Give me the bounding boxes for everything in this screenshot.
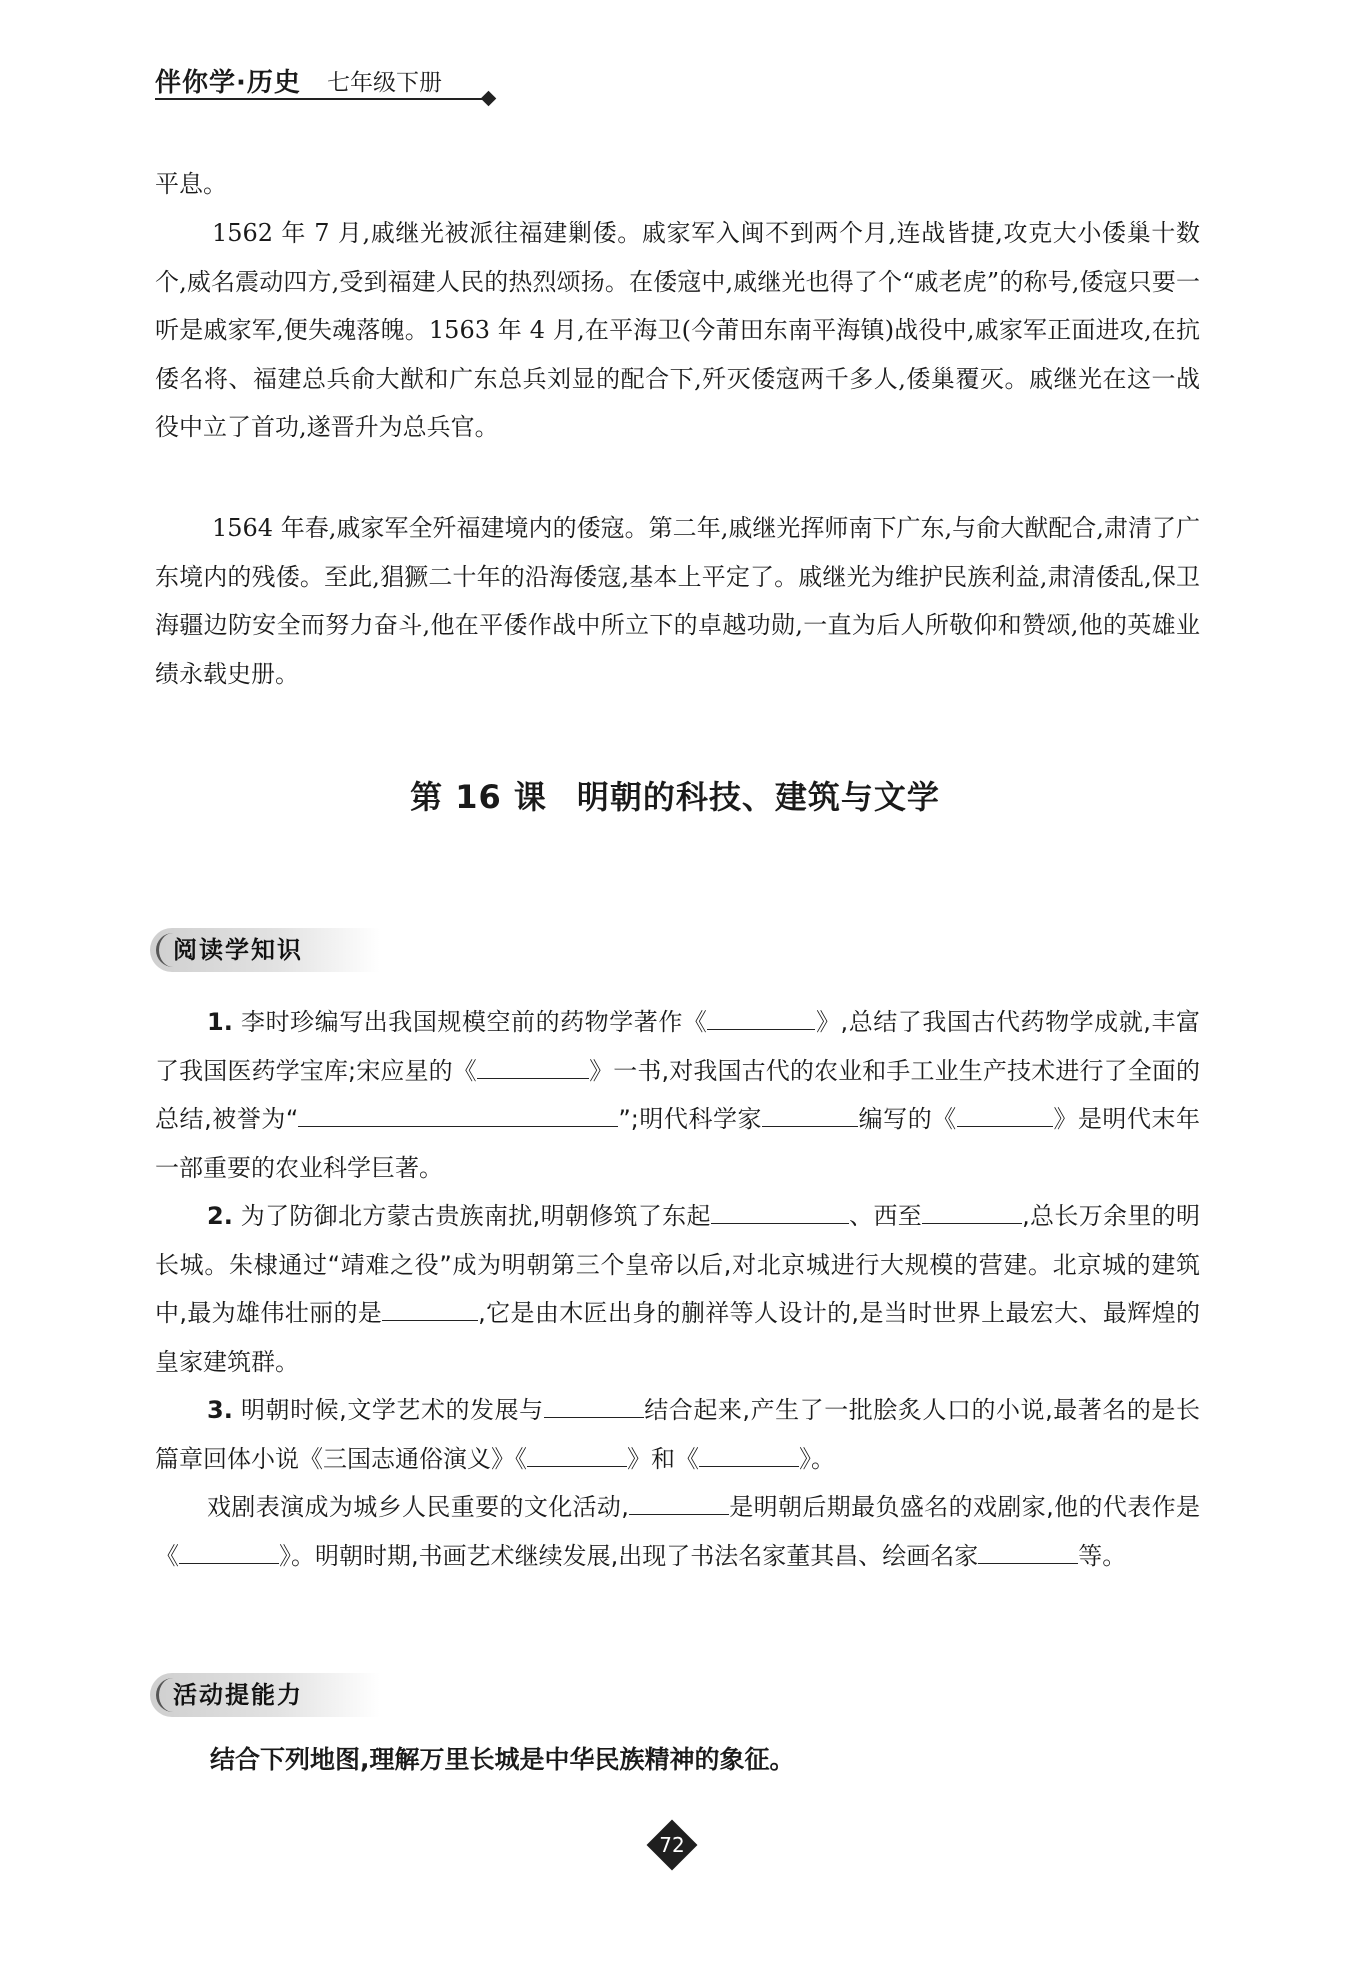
section-label-reading: 阅读学知识 — [156, 933, 321, 967]
answer-blank[interactable] — [527, 1442, 627, 1467]
answer-blank[interactable] — [707, 1005, 815, 1030]
question-text: ”;明代科学家 — [618, 1105, 763, 1133]
header-diamond-icon — [481, 91, 497, 107]
answer-blank[interactable] — [298, 1102, 618, 1127]
question-text: 》,总结了我国古代药物学成就,丰富了我国医药学宝库;宋应星的《 — [155, 1008, 1200, 1085]
question-text: 》。明朝时期,书画艺术继续发展,出现了书法名家董其昌、绘画名家 — [279, 1541, 979, 1570]
lesson-name: 明朝的科技、建筑与文学 — [576, 778, 940, 816]
question-3 — [155, 1386, 1200, 1483]
question-text: 编写的《 — [858, 1105, 957, 1133]
lesson-title — [0, 772, 1350, 818]
question-text: 》和《 — [627, 1444, 699, 1473]
answer-blank[interactable] — [179, 1539, 279, 1564]
passage-paragraph-2: 1564 年春,戚家军全歼福建境内的倭寇。第二年,戚继光挥师南下广东,与俞大猷配合,肃清了广东境内的残倭。至此,猖獗二十年的沿海倭寇,基本上平定了。戚继光为维护民族利益,肃清倭乱,保卫海疆边防安全而努力奋斗,他在平倭作战中所立下的卓越功勋,一直为后人所敬仰和赞颂,他的英雄业绩永载史册。 — [155, 514, 1200, 688]
header-rule — [155, 98, 487, 100]
answer-blank[interactable] — [978, 1539, 1078, 1564]
question-text: 李时珍编写出我国规模空前的药物学著作《 — [241, 1008, 708, 1036]
question-text: 、西至 — [848, 1202, 923, 1230]
question-2 — [155, 1192, 1200, 1386]
page-number-text: 72 — [659, 1833, 685, 1857]
answer-blank[interactable] — [477, 1054, 589, 1079]
question-text: 戏剧表演成为城乡人民重要的文化活动, — [207, 1493, 629, 1521]
answer-blank[interactable] — [382, 1296, 478, 1321]
answer-blank[interactable] — [699, 1442, 799, 1467]
answer-blank[interactable] — [711, 1199, 849, 1224]
question-1 — [155, 998, 1200, 1192]
question-text: 为了防御北方蒙古贵族南扰,明朝修筑了东起 — [240, 1202, 711, 1230]
answer-blank[interactable] — [762, 1102, 858, 1127]
question-text: 》一书,对我国古代的农业和手工业生产技术进行了全面的总结,被誉为“ — [155, 1056, 1200, 1133]
question-text: 是明朝后期最负盛名的戏剧家,他的代表作是《 — [155, 1493, 1200, 1570]
question-text: 结合起来,产生了一批脍炙人口的小说,最著名的是长篇章回体小说《三国志通俗演义》《 — [155, 1396, 1200, 1473]
passage-paragraph-1: 1562 年 7 月,戚继光被派往福建剿倭。戚家军入闽不到两个月,连战皆捷,攻克大小倭巢十数个,威名震动四方,受到福建人民的热烈颂扬。在倭寇中,戚继光也得了个“戚老虎”的称号,倭寇只要一听是戚家军,便失魂落魄。1563 年 4 月,在平海卫(今莆田东南平海镇)战役中,戚家军正面进攻,在抗倭名将、福建总兵俞大猷和广东总兵刘显的配合下,歼灭倭寇两千多人,倭巢覆灭。戚继光在这一战役中立了首功,遂晋升为总兵官。 — [155, 219, 1200, 441]
answer-blank[interactable] — [629, 1490, 729, 1515]
book-brand: 伴你学·历史 — [155, 68, 301, 98]
question-number: 1. — [207, 1008, 233, 1036]
question-3-continued — [155, 1483, 1200, 1580]
question-number: 2. — [207, 1202, 233, 1230]
section-badge-reading — [150, 928, 380, 972]
answer-blank[interactable] — [922, 1199, 1022, 1224]
section-label-activity: 活动提能力 — [156, 1678, 321, 1712]
question-text: 明朝时候,文学艺术的发展与 — [241, 1396, 544, 1424]
question-text: 等。 — [1078, 1541, 1127, 1570]
question-number: 3. — [207, 1396, 233, 1424]
activity-instruction: 结合下列地图,理解万里长城是中华民族精神的象征。 — [210, 1745, 795, 1774]
lesson-number: 第 16 课 — [410, 778, 547, 816]
answer-blank[interactable] — [957, 1102, 1053, 1127]
page-number — [650, 1823, 694, 1867]
running-header — [155, 62, 495, 98]
passage-paragraph-0: 平息。 — [155, 170, 227, 198]
section-badge-activity — [150, 1673, 380, 1717]
question-text: ,总长万余里的明长城。朱棣通过“靖难之役”成为明朝第三个皇帝以后,对北京城进行大规模的营建。北京城的建筑中,最为雄伟壮丽的是 — [155, 1202, 1200, 1327]
question-text: 》。 — [799, 1444, 835, 1473]
question-text: 》是明代末年一部重要的农业科学巨著。 — [155, 1105, 1201, 1182]
book-grade: 七年级下册 — [327, 70, 442, 96]
question-text: ,它是由木匠出身的蒯祥等人设计的,是当时世界上最宏大、最辉煌的皇家建筑群。 — [155, 1299, 1200, 1376]
answer-blank[interactable] — [544, 1393, 644, 1418]
